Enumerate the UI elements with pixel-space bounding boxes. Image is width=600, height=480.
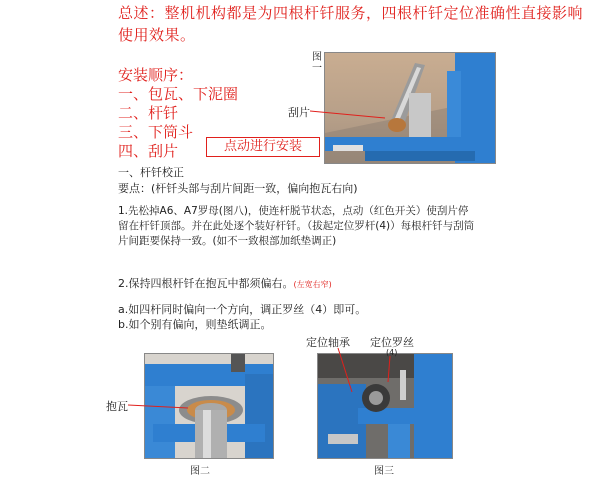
key-points: 要点：(杆钎头部与刮片间距一致，偏向抱瓦右向) — [118, 182, 358, 195]
install-step-3: 三、下筒斗 — [118, 123, 194, 141]
install-step-4: 四、刮片 — [118, 142, 179, 160]
fig3-label-positioning-screw: 定位罗丝 — [370, 336, 414, 349]
install-step-1: 一、包瓦、下泥圈 — [118, 85, 239, 103]
item-b: b.如个别有偏向，则垫纸调正。 — [118, 318, 272, 331]
paragraph-2-main: 2.保持四根杆钎在抱瓦中都须偏右。 — [118, 277, 294, 290]
summary-text: 总述：整机机构都是为四根杆钎服务，四根杆钎定位准确性直接影响使用效果。 — [118, 4, 584, 44]
paragraph-1: 1.先松掉A6、A7罗母(图八)，使连杆脱节状态，点动（红色开关）使刮片停留在杆钎顶部。并在此处逐个装好杆钎。（拔起定位罗杆(4)）每根杆钎与刮筒片间距要保持一致。(如不一致根部加纸垫调正) — [118, 205, 475, 247]
fig1-label-scraper: 刮片 — [288, 106, 310, 119]
item-a: a.如四杆同时偏向一个方向，调正罗丝（4）即可。 — [118, 303, 367, 316]
fig1-leader-line — [310, 108, 400, 122]
install-title: 安装顺序： — [118, 66, 194, 84]
fig3-label-positioning-bearing: 定位轴承 — [306, 336, 350, 349]
fig1-title: 图一 — [312, 52, 322, 74]
fig2-leader-line — [128, 402, 198, 412]
install-step-2: 二、杆钎 — [118, 104, 179, 122]
fig3-leader-line-screw — [376, 356, 406, 396]
fig2-label-bearing-shell: 抱瓦 — [106, 400, 128, 413]
paragraph-2-tip: (左宽右窄) — [293, 280, 332, 289]
section-title: 一、杆钎校正 — [118, 166, 184, 179]
fig3-caption: 图三 — [374, 466, 394, 477]
install-note-box: 点动进行安装 — [206, 137, 320, 157]
fig3-label-number: (4) — [386, 348, 398, 357]
paragraph-2 — [118, 276, 518, 292]
fig2-caption: 图二 — [190, 466, 210, 477]
